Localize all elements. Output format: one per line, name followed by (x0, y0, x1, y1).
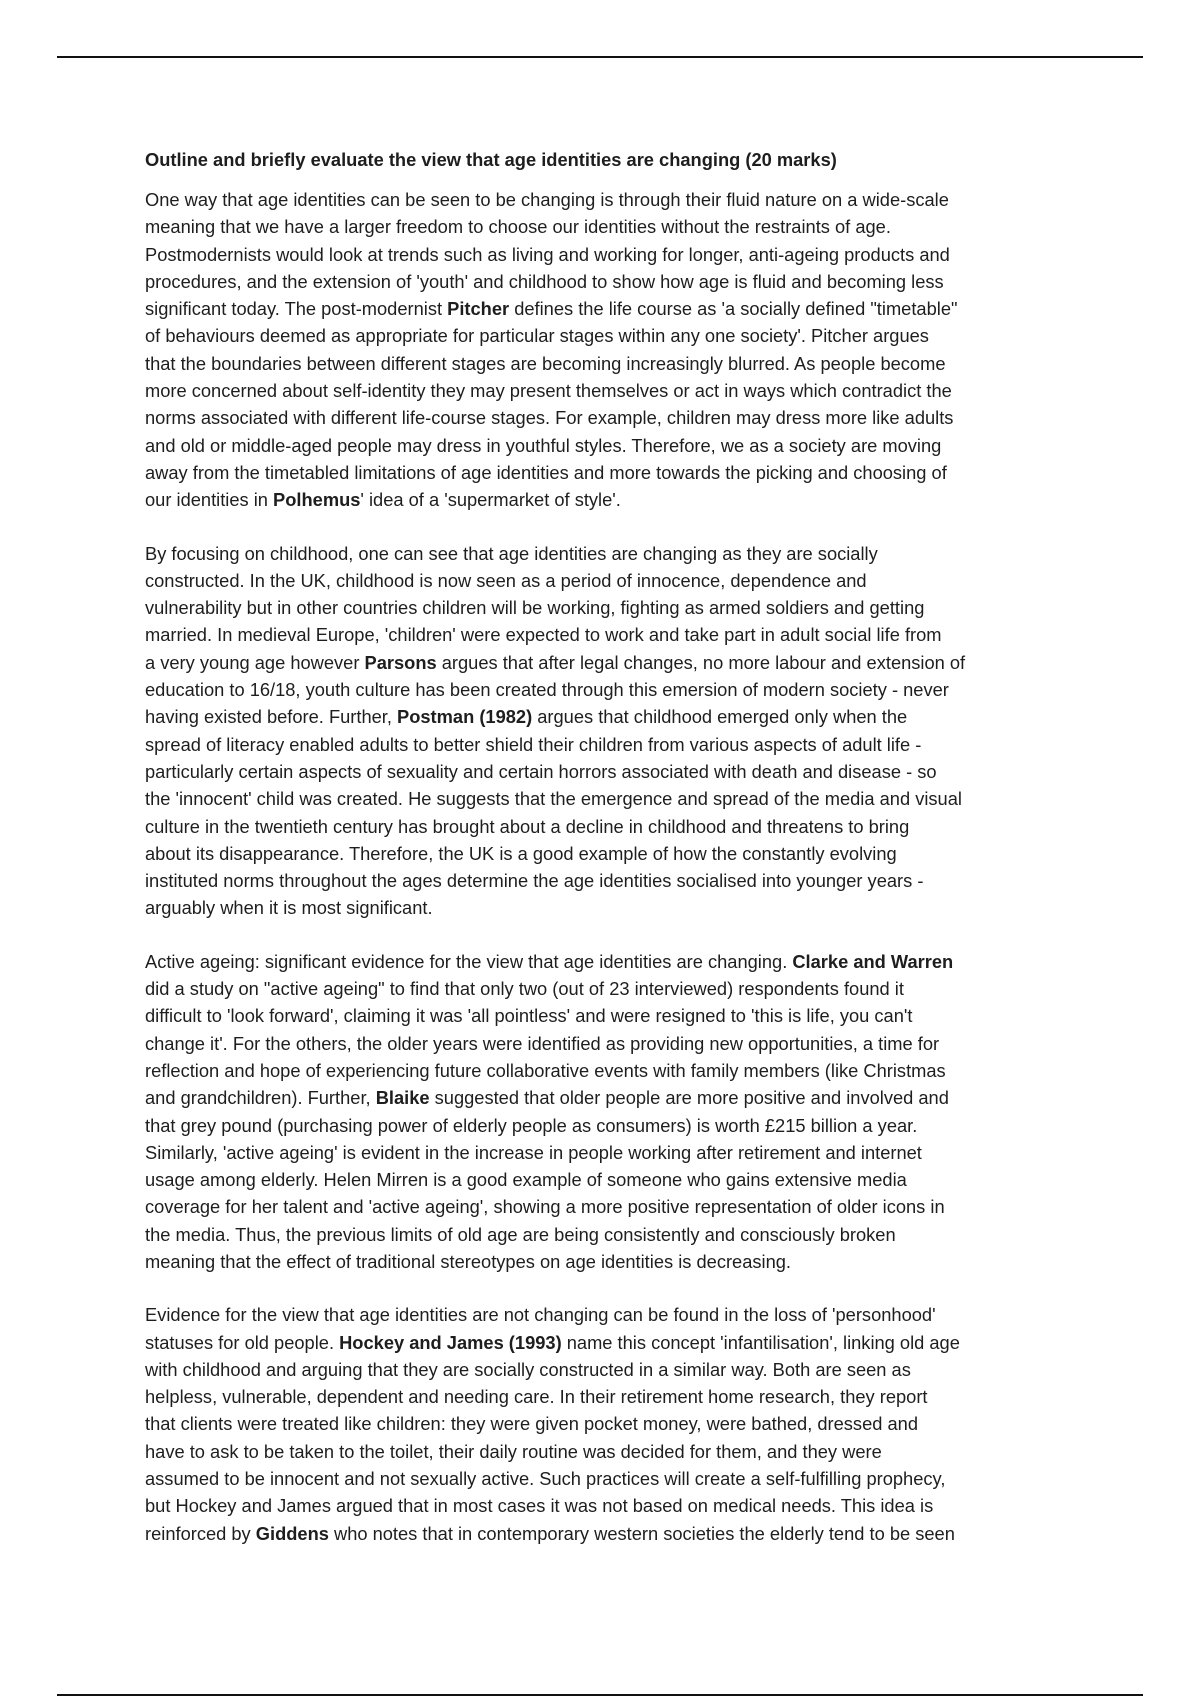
text-line (145, 567, 1060, 594)
text-line (145, 350, 1060, 377)
text-run: Similarly, 'active ageing' is evident in the increase in people working after retirement and internet (145, 1141, 922, 1163)
text-line (145, 404, 1060, 431)
text-run: Active ageing: significant evidence for the view that age identities are changing. (145, 950, 793, 972)
cited-author: Postman (1982) (397, 706, 533, 728)
text-line (145, 1465, 1060, 1492)
text-line (145, 186, 1060, 213)
text-run: have to ask to be taken to the toilet, their daily routine was decided for them, and they were (145, 1440, 882, 1462)
text-run: argues that childhood emerged only when the (532, 706, 908, 728)
text-run: suggested that older people are more positive and involved and (429, 1087, 949, 1109)
text-run: vulnerability but in other countries children will be working, fighting as armed soldiers and getting (145, 597, 925, 619)
text-line (145, 1248, 1060, 1275)
text-run: defines the life course as 'a socially defined "timetable" (509, 298, 958, 320)
text-run: about its disappearance. Therefore, the UK is a good example of how the constantly evolving (145, 842, 897, 864)
text-line (145, 785, 1060, 812)
text-line (145, 731, 1060, 758)
essay-title: Outline and briefly evaluate the view that age identities are changing (20 marks) (145, 149, 837, 170)
text-run: particularly certain aspects of sexuality and certain horrors associated with death and disease - so (145, 760, 937, 782)
text-line (145, 1492, 1060, 1519)
essay-body (145, 186, 1060, 1547)
text-line (145, 268, 1060, 295)
text-run: that the boundaries between different stages are becoming increasingly blurred. As people become (145, 352, 946, 374)
text-line (145, 459, 1060, 486)
text-line (145, 867, 1060, 894)
text-run: meaning that we have a larger freedom to choose our identities without the restraints of age. (145, 216, 891, 238)
essay-paragraph (145, 948, 1060, 1276)
text-line (145, 1221, 1060, 1248)
text-line (145, 594, 1060, 621)
cited-author: Clarke and Warren (792, 950, 954, 972)
text-run: argues that after legal changes, no more labour and extension of (436, 651, 966, 673)
text-run: education to 16/18, youth culture has been created through this emersion of modern society - never (145, 679, 949, 701)
text-line (145, 486, 1060, 513)
text-line (145, 1329, 1060, 1356)
text-line (145, 1057, 1060, 1084)
text-run: coverage for her talent and 'active ageing', showing a more positive representation of older icons in (145, 1196, 945, 1218)
cited-author: Blaike (375, 1087, 430, 1109)
text-run: usage among elderly. Helen Mirren is a good example of someone who gains extensive media (145, 1169, 907, 1191)
text-line (145, 621, 1060, 648)
text-line (145, 540, 1060, 567)
text-line (145, 758, 1060, 785)
text-run: and grandchildren). Further, (145, 1087, 376, 1109)
text-line (145, 213, 1060, 240)
text-line (145, 1002, 1060, 1029)
text-run: of behaviours deemed as appropriate for particular stages within any one society'. Pitcher argues (145, 325, 929, 347)
text-line (145, 377, 1060, 404)
text-run: assumed to be innocent and not sexually active. Such practices will create a self-fulfilling prophecy, (145, 1468, 946, 1490)
cited-author: Hockey and James (1993) (339, 1331, 562, 1353)
text-run: away from the timetabled limitations of age identities and more towards the picking and choosing of (145, 461, 947, 483)
text-line (145, 241, 1060, 268)
text-run: but Hockey and James argued that in most cases it was not based on medical needs. This idea is (145, 1495, 934, 1517)
footer-rule (57, 1694, 1143, 1696)
text-line (145, 1301, 1060, 1328)
text-run: change it'. For the others, the older years were identified as providing new opportunities, a time for (145, 1032, 940, 1054)
text-line (145, 649, 1060, 676)
text-line (145, 1410, 1060, 1437)
text-run: difficult to 'look forward', claiming it was 'all pointless' and were resigned to 'this is life, you can't (145, 1005, 913, 1027)
text-line (145, 1112, 1060, 1139)
essay-paragraph (145, 1301, 1060, 1547)
text-line (145, 1084, 1060, 1111)
text-run: our identities in (145, 489, 274, 511)
text-run: reinforced by (145, 1522, 256, 1544)
essay-paragraph (145, 186, 1060, 514)
text-run: culture in the twentieth century has brought about a decline in childhood and threatens to bring (145, 815, 910, 837)
text-run: name this concept 'infantilisation', linking old age (561, 1331, 960, 1353)
cited-author: Parsons (364, 651, 437, 673)
text-line (145, 1166, 1060, 1193)
text-run: did a study on "active ageing" to find that only two (out of 23 interviewed) respondents found it (145, 978, 904, 1000)
text-line (145, 1139, 1060, 1166)
text-run: statuses for old people. (145, 1331, 340, 1353)
text-line (145, 1520, 1060, 1547)
text-line (145, 813, 1060, 840)
text-run: arguably when it is most significant. (145, 897, 433, 919)
text-run: more concerned about self-identity they may present themselves or act in ways which contradict the (145, 380, 952, 402)
text-run: Postmodernists would look at trends such as living and working for longer, anti-ageing products and (145, 243, 950, 265)
text-run: One way that age identities can be seen to be changing is through their fluid nature on a wide-scale (145, 189, 949, 210)
text-line (145, 1383, 1060, 1410)
text-run: that grey pound (purchasing power of elderly people as consumers) is worth £215 billion a year. (145, 1114, 918, 1136)
text-run: ' idea of a 'supermarket of style'. (360, 489, 621, 511)
text-line (145, 703, 1060, 730)
text-run: married. In medieval Europe, 'children' were expected to work and take part in adult social life from (145, 624, 942, 646)
text-run: the 'innocent' child was created. He suggests that the emergence and spread of the media and visual (145, 788, 962, 810)
text-line (145, 1438, 1060, 1465)
text-run: norms associated with different life-course stages. For example, children may dress more like adults (145, 407, 954, 429)
text-run: the media. Thus, the previous limits of old age are being consistently and consciously broken (145, 1223, 896, 1245)
text-line (145, 840, 1060, 867)
header-rule (57, 56, 1143, 58)
cited-author: Giddens (255, 1522, 329, 1544)
text-line (145, 894, 1060, 921)
text-run: reflection and hope of experiencing future collaborative events with family members (like Christmas (145, 1059, 946, 1081)
text-run: instituted norms throughout the ages determine the age identities socialised into younger years - (145, 870, 924, 892)
text-run: Evidence for the view that age identities are not changing can be found in the loss of 'personhood' (145, 1304, 936, 1326)
text-run: meaning that the effect of traditional stereotypes on age identities is decreasing. (145, 1250, 792, 1272)
text-run: procedures, and the extension of 'youth' and childhood to show how age is fluid and becoming less (145, 270, 944, 292)
text-run: helpless, vulnerable, dependent and needing care. In their retirement home research, they report (145, 1386, 928, 1408)
text-line (145, 432, 1060, 459)
text-run: with childhood and arguing that they are socially constructed in a similar way. Both are seen as (145, 1358, 911, 1380)
text-line (145, 948, 1060, 975)
text-line (145, 1030, 1060, 1057)
text-run: having existed before. Further, (145, 706, 398, 728)
text-run: who notes that in contemporary western societies the elderly tend to be seen (328, 1522, 955, 1544)
essay-paragraph (145, 540, 1060, 922)
text-line (145, 322, 1060, 349)
text-run: and old or middle-aged people may dress in youthful styles. Therefore, we as a society are moving (145, 434, 942, 456)
text-line (145, 295, 1060, 322)
essay-page (145, 146, 1060, 1573)
text-line (145, 676, 1060, 703)
text-line (145, 1356, 1060, 1383)
text-run: that clients were treated like children: they were given pocket money, were bathed, dressed and (145, 1413, 918, 1435)
text-run: constructed. In the UK, childhood is now seen as a period of innocence, dependence and (145, 569, 867, 591)
cited-author: Polhemus (273, 489, 361, 511)
text-run: spread of literacy enabled adults to better shield their children from various aspects of adult life - (145, 733, 922, 755)
text-run: significant today. The post-modernist (145, 298, 448, 320)
text-run: By focusing on childhood, one can see that age identities are changing as they are socially (145, 542, 878, 564)
text-line (145, 1193, 1060, 1220)
text-run: a very young age however (145, 651, 365, 673)
text-line (145, 975, 1060, 1002)
cited-author: Pitcher (447, 298, 510, 320)
